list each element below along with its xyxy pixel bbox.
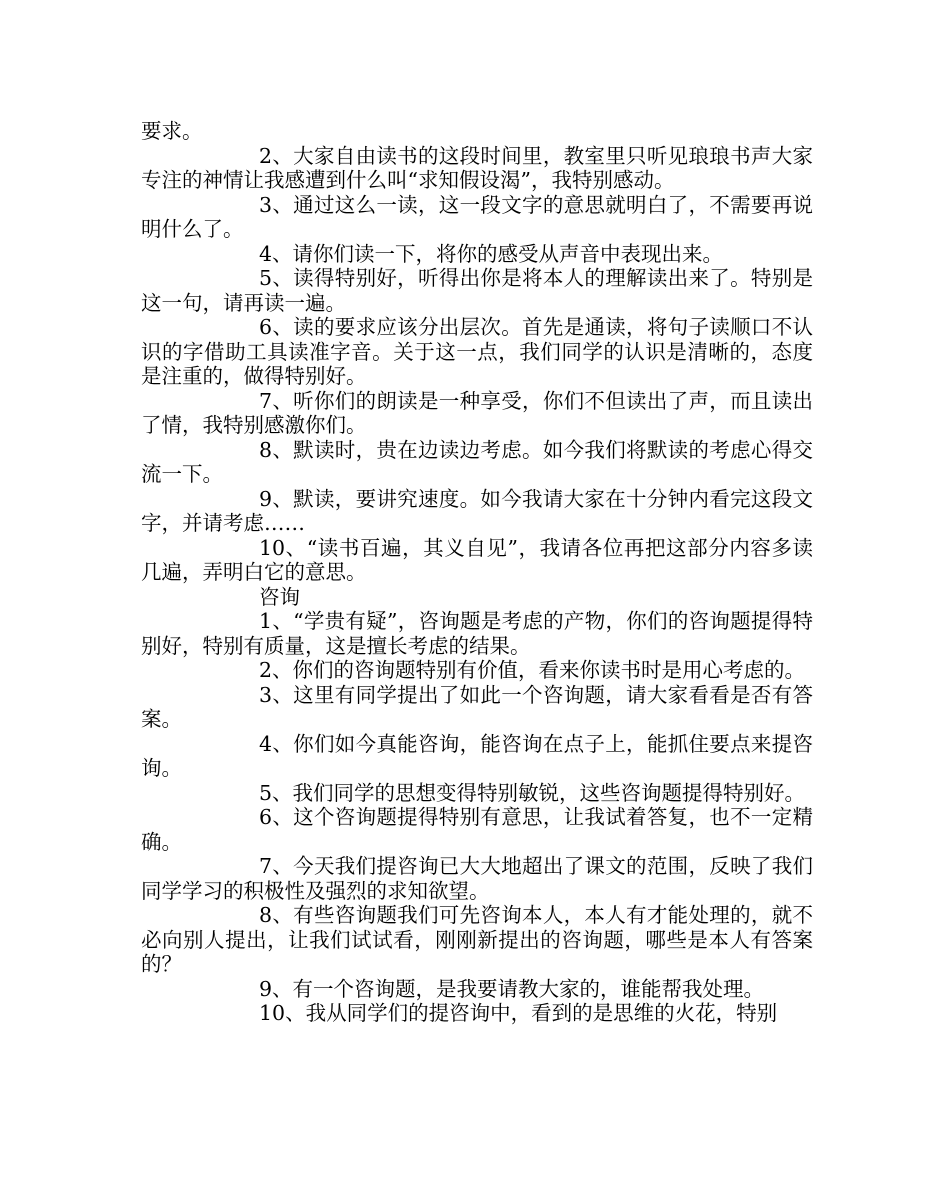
paragraph: 7、听你们的朗读是一种享受，你们不但读出了声，而且读出了情，我特别感激你们。 [141, 388, 813, 437]
paragraph: 10、“读书百遍，其义自见”，我请各位再把这部分内容多读几遍，弄明白它的意思。 [141, 535, 813, 584]
paragraph: 咨询 [259, 584, 300, 609]
paragraph: 7、今天我们提咨询已大大地超出了课文的范围，反映了我们同学学习的积极性及强烈的求知欲望。 [141, 854, 813, 903]
paragraph: 3、通过这么一读，这一段文字的意思就明白了，不需要再说明什么了。 [141, 192, 813, 241]
paragraph: 5、读得特别好，听得出你是将本人的理解读出来了。特别是这一句，请再读一遍。 [141, 266, 813, 315]
paragraph: 10、我从同学们的提咨询中，看到的是思维的火花，特别 [259, 1001, 778, 1025]
paragraph: 8、有些咨询题我们可先咨询本人，本人有才能处理的，就不必向别人提出，让我们试试看，刚刚新提出的咨询题，哪些是本人有答案的？ [141, 903, 813, 976]
paragraph: 4、请你们读一下，将你的感受从声音中表现出来。 [259, 241, 724, 266]
paragraph: 1、“学贵有疑”，咨询题是考虑的产物，你们的咨询题提得特别好，特别有质量，这是擅长考虑的结果。 [141, 609, 813, 658]
paragraph: 2、大家自由读书的这段时间里，教室里只听见琅琅书声大家专注的神情让我感遭到什么叫“求知假设渴”，我特别感动。 [141, 143, 813, 192]
paragraph: 8、默读时，贵在边读边考虑。如今我们将默读的考虑心得交流一下。 [141, 437, 813, 486]
document-body [141, 119, 813, 1026]
paragraph: 6、这个咨询题提得特别有意思，让我试着答复，也不一定精确。 [141, 805, 813, 854]
paragraph: 3、这里有同学提出了如此一个咨询题，请大家看看是否有答案。 [141, 682, 813, 731]
paragraph: 2、你们的咨询题特别有价值，看来你读书时是用心考虑的。 [259, 658, 806, 682]
paragraph: 要求。 [141, 119, 203, 143]
paragraph: 5、我们同学的思想变得特别敏锐，这些咨询题提得特别好。 [259, 780, 806, 805]
paragraph: 9、默读，要讲究速度。如今我请大家在十分钟内看完这段文字，并请考虑…… [141, 486, 813, 535]
paragraph: 4、你们如今真能咨询，能咨询在点子上，能抓住要点来提咨询。 [141, 731, 813, 780]
paragraph: 9、有一个咨询题，是我要请教大家的，谁能帮我处理。 [259, 976, 765, 1001]
paragraph: 6、读的要求应该分出层次。首先是通读，将句子读顺口不认识的字借助工具读准字音。关于这一点，我们同学的认识是清晰的，态度是注重的，做得特别好。 [141, 315, 813, 388]
